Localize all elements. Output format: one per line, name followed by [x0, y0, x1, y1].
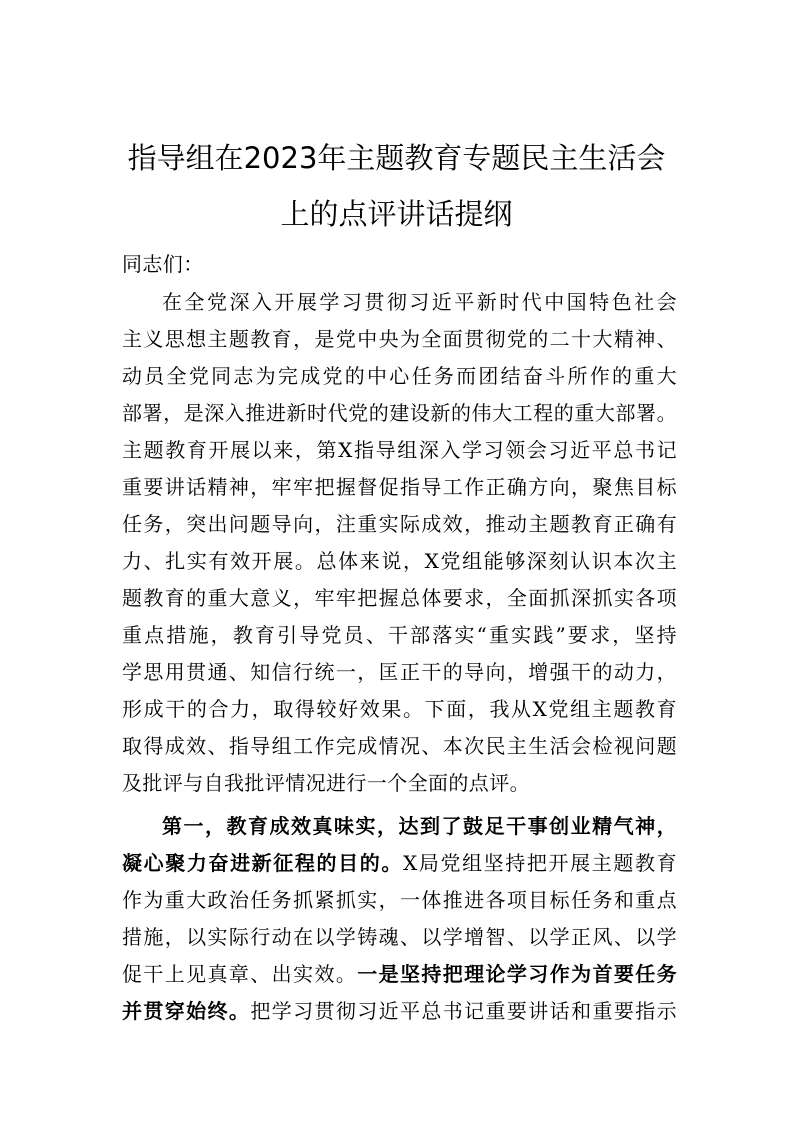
- section-heading-bold: 凝心聚力奋进新征程的目的。: [122, 851, 403, 875]
- salutation: 同志们：: [122, 252, 204, 276]
- paragraph-line: 力、扎实有效开展。总体来说，X党组能够深刻认识本次主: [122, 549, 677, 573]
- paragraph-line-mixed: [122, 995, 677, 1027]
- section-heading-line: 第一，教育成效真味实，达到了鼓足干事创业精气神，: [162, 814, 677, 838]
- paragraph-text: 促干上见真章、出实效。: [122, 962, 358, 986]
- paragraph-line: 部署，是深入推进新时代党的建设新的伟大工程的重大部署。: [122, 401, 677, 425]
- paragraph-line: 任务，突出问题导向，注重实际成效，推动主题教育正确有: [122, 512, 677, 536]
- document-title-line-1: 指导组在2023年主题教育专题民主生活会: [127, 141, 666, 175]
- paragraph-line-mixed: [122, 958, 677, 990]
- paragraph-line: 取得成效、指导组工作完成情况、本次民主生活会检视问题: [122, 734, 677, 758]
- paragraph-line: 在全党深入开展学习贯彻习近平新时代中国特色社会: [162, 290, 677, 314]
- document-title-line-2: 上的点评讲话提纲: [280, 197, 513, 231]
- paragraph-line: 学思用贯通、知信行统一，匡正干的导向，增强干的动力，: [122, 660, 677, 684]
- subpoint-bold: 一是坚持把理论学习作为首要任务: [357, 962, 678, 986]
- paragraph-line: 及批评与自我批评情况进行一个全面的点评。: [122, 771, 530, 795]
- paragraph-line: 主题教育开展以来，第X指导组深入学习领会习近平总书记: [122, 438, 677, 462]
- paragraph-line: 措施，以实际行动在以学铸魂、以学增智、以学正风、以学: [122, 925, 677, 949]
- paragraph-line: 题教育的重大意义，牢牢把握总体要求，全面抓深抓实各项: [122, 586, 677, 610]
- paragraph-text: X局党组坚持把开展主题教育: [402, 851, 677, 875]
- paragraph-line: 形成干的合力，取得较好效果。下面，我从X党组主题教育: [122, 697, 677, 721]
- paragraph-line: 主义思想主题教育，是党中央为全面贯彻党的二十大精神、: [122, 327, 677, 351]
- paragraph-line: 重点措施，教育引导党员、干部落实“重实践”要求，坚持: [122, 623, 677, 647]
- paragraph-text: 把学习贯彻习近平总书记重要讲话和重要指示: [250, 999, 678, 1023]
- subpoint-bold: 并贯穿始终。: [122, 999, 251, 1023]
- paragraph-line: 重要讲话精神，牢牢把握督促指导工作正确方向，聚焦目标: [122, 475, 677, 499]
- paragraph-line-mixed: [122, 847, 677, 879]
- paragraph-line: 作为重大政治任务抓紧抓实，一体推进各项目标任务和重点: [122, 888, 677, 912]
- paragraph-line: 动员全党同志为完成党的中心任务而团结奋斗所作的重大: [122, 364, 677, 388]
